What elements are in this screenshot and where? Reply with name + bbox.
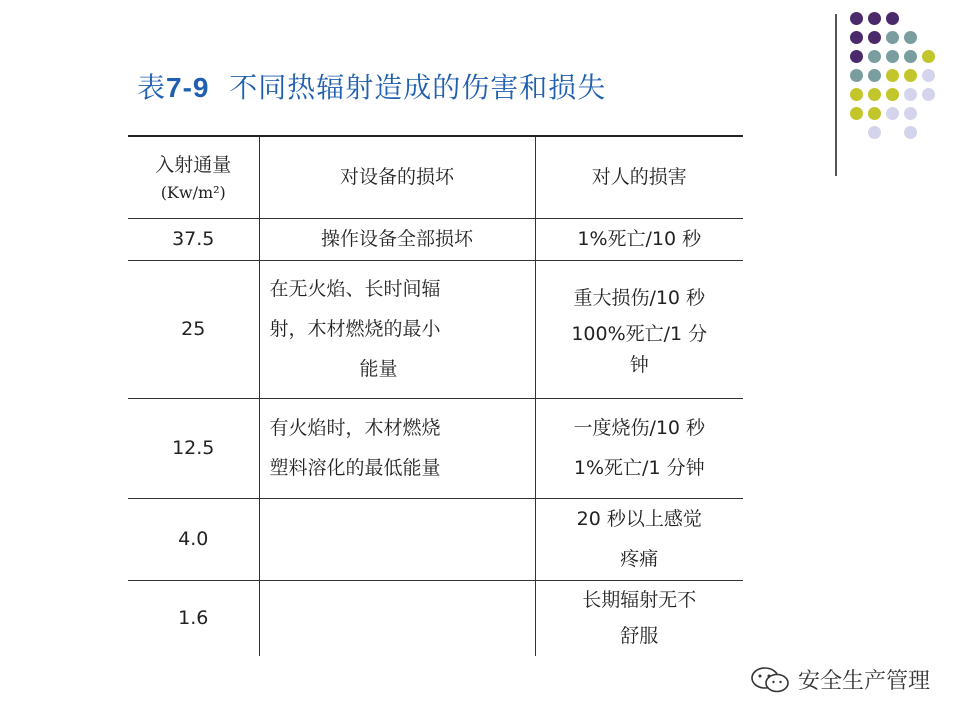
decorative-dot <box>904 69 917 82</box>
header-equipment: 对设备的损坏 <box>259 136 535 218</box>
decorative-dot <box>868 31 881 44</box>
decorative-dot <box>886 31 899 44</box>
human-text: 重大损伤/10 秒 <box>573 287 706 309</box>
human-damage <box>535 398 743 498</box>
human-damage <box>535 260 743 398</box>
equipment-text: 射，木材燃烧的最小 <box>269 318 441 340</box>
source-watermark <box>750 664 930 695</box>
decorative-dot <box>850 31 863 44</box>
human-text: 钟 <box>629 354 649 376</box>
equipment-text: 塑料溶化的最低能量 <box>269 457 441 479</box>
title-prefix: 表 <box>137 71 167 104</box>
table-row <box>128 580 743 656</box>
human-text: 1%死亡/1 分钟 <box>573 457 705 479</box>
decorative-dot <box>868 88 881 101</box>
decorative-dot <box>904 88 917 101</box>
human-text: 一度烧伤/10 秒 <box>573 417 706 439</box>
decorative-dot <box>904 50 917 63</box>
human-damage <box>535 498 743 580</box>
table-row <box>128 260 743 398</box>
table-header-row <box>128 136 743 218</box>
watermark-text: 安全生产管理 <box>797 669 930 694</box>
decorative-dot <box>850 107 863 120</box>
radiation-damage-table <box>128 135 743 656</box>
equipment-text: 能量 <box>359 358 398 380</box>
flux-value: 4.0 <box>128 498 259 580</box>
decorative-dot <box>868 69 881 82</box>
header-human: 对人的损害 <box>535 136 743 218</box>
header-flux-unit: (Kw/m²) <box>160 183 226 203</box>
equipment-damage <box>259 398 535 498</box>
equipment-damage <box>259 580 535 656</box>
title-number: 7-9 <box>166 72 210 103</box>
decorative-dot <box>886 88 899 101</box>
table-row <box>128 398 743 498</box>
human-damage <box>535 218 743 260</box>
decorative-dot <box>868 107 881 120</box>
decorative-dot <box>904 126 917 139</box>
wechat-icon <box>750 666 792 694</box>
decorative-dot <box>850 69 863 82</box>
header-flux <box>128 136 259 218</box>
page-title <box>137 66 606 106</box>
decorative-divider <box>835 14 837 176</box>
table-row <box>128 498 743 580</box>
flux-value: 37.5 <box>128 218 259 260</box>
decorative-dot <box>886 69 899 82</box>
decorative-dot <box>850 50 863 63</box>
title-text: 不同热辐射造成的伤害和损失 <box>229 71 607 104</box>
decorative-dot <box>868 126 881 139</box>
decorative-dot-grid <box>850 12 950 162</box>
flux-value: 25 <box>128 260 259 398</box>
human-text: 100%死亡/1 分 <box>571 323 708 345</box>
equipment-damage <box>259 218 535 260</box>
decorative-dot <box>904 31 917 44</box>
decorative-dot <box>904 107 917 120</box>
human-damage <box>535 580 743 656</box>
decorative-dot <box>886 12 899 25</box>
equipment-text: 在无火焰、长时间辐 <box>269 278 441 300</box>
flux-value: 12.5 <box>128 398 259 498</box>
flux-value: 1.6 <box>128 580 259 656</box>
human-text: 20 秒以上感觉 <box>576 508 702 530</box>
equipment-damage <box>259 498 535 580</box>
equipment-text: 有火焰时，木材燃烧 <box>269 417 441 439</box>
human-text: 长期辐射无不 <box>582 589 697 612</box>
table-row <box>128 218 743 260</box>
decorative-dot <box>850 12 863 25</box>
decorative-dot <box>922 69 935 82</box>
human-text: 1%死亡/10 秒 <box>577 228 702 250</box>
human-text: 舒服 <box>620 625 659 648</box>
decorative-dot <box>886 107 899 120</box>
decorative-dot <box>886 50 899 63</box>
equipment-damage <box>259 260 535 398</box>
equipment-text: 操作设备全部损坏 <box>320 228 473 250</box>
header-flux-label: 入射通量 <box>155 154 232 177</box>
decorative-dot <box>922 88 935 101</box>
decorative-dot <box>850 88 863 101</box>
decorative-dot <box>922 50 935 63</box>
decorative-dot <box>868 50 881 63</box>
decorative-dot <box>868 12 881 25</box>
human-text: 疼痛 <box>620 548 659 570</box>
